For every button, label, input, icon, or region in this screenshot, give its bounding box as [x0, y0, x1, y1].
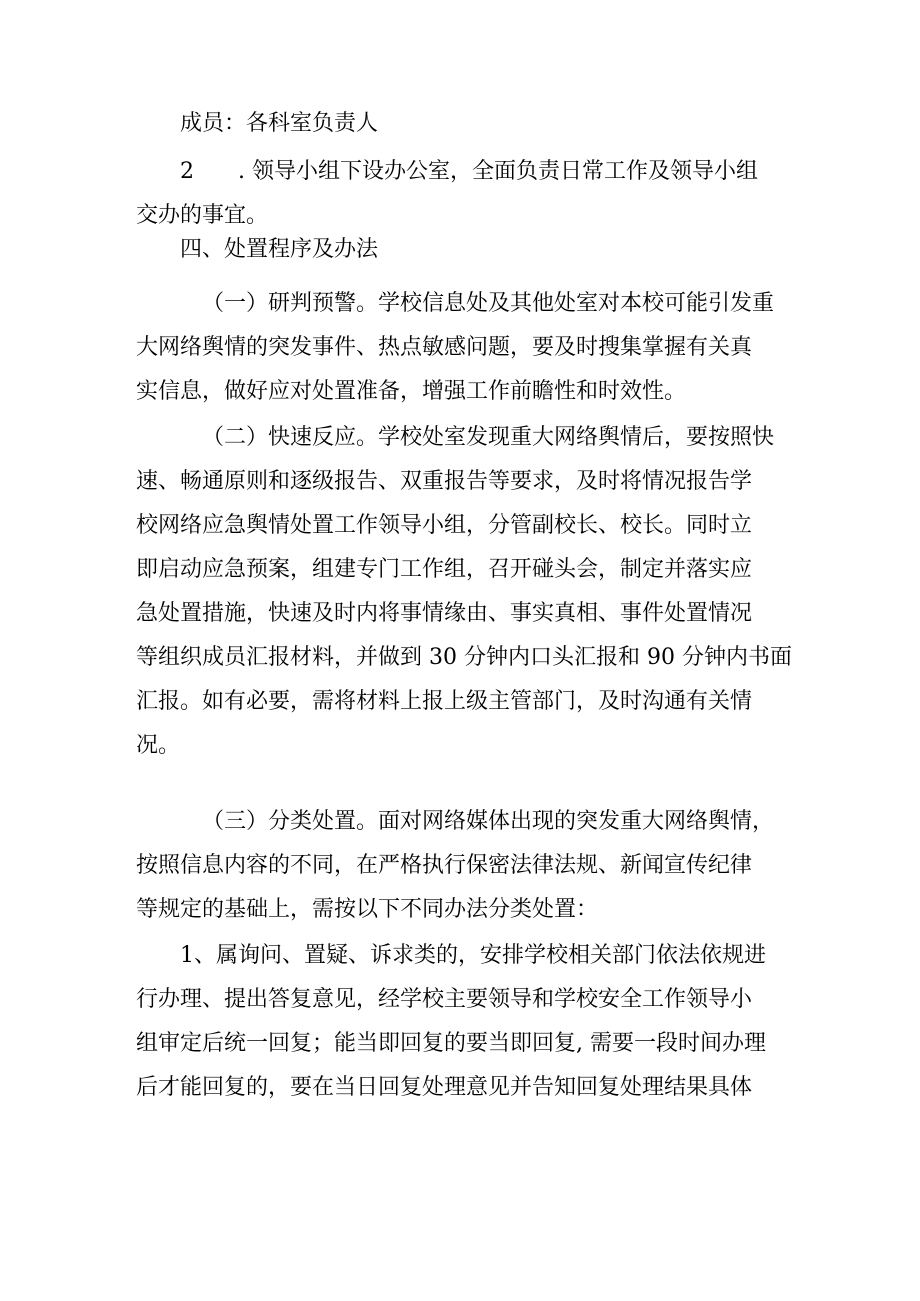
section-heading-4 — [136, 228, 796, 272]
text-line: 四、处置程序及办法 — [180, 237, 379, 262]
paragraph-subsection-2 — [136, 416, 796, 768]
text-line: 校网络应急舆情处置工作领导小组，分管副校长、校长。同时立 — [136, 513, 753, 538]
text-line: 组审定后统一回复；能当即回复的要当即回复, 需要一段时间办理 — [136, 1031, 766, 1056]
text-line: 行办理、提出答复意见，经学校主要领导和学校安全工作领导小 — [136, 987, 753, 1012]
text-line: 等规定的基础上，需按以下不同办法分类处置： — [136, 897, 599, 922]
text-line: 即启动应急预案，组建专门工作组，召开碰头会，制定并落实应 — [136, 557, 753, 582]
text-line: 后才能回复的，要在当日回复处理意见并告知回复处理结果具体 — [136, 1075, 753, 1100]
text-line: （一）研判预警。学校信息处及其他处室对本校可能引发重 — [202, 291, 775, 316]
text-line: 交办的事宜。 — [136, 203, 269, 228]
text-line: 况。 — [136, 733, 181, 758]
text-line: 急处置措施，快速及时内将事情缘由、事实真相、事件处置情况 — [136, 601, 753, 626]
text-line: （三）分类处置。面对网络媒体出现的突发重大网络舆情， — [202, 809, 775, 834]
paragraph-members — [136, 102, 796, 146]
text-line: 成员：各科室负责人 — [180, 111, 379, 136]
paragraph-subsection-3 — [136, 800, 796, 932]
text-line: 汇报。如有必要，需将材料上报上级主管部门，及时沟通有关情 — [136, 689, 753, 714]
paragraph-subsection-1 — [136, 282, 796, 414]
paragraph-item-1 — [136, 934, 796, 1110]
text-line: 实信息，做好应对处置准备，增强工作前瞻性和时效性。 — [136, 379, 687, 404]
text-line: 按照信息内容的不同，在严格执行保密法律法规、新闻宣传纪律 — [136, 853, 753, 878]
text-line: 大网络舆情的突发事件、热点敏感问题，要及时搜集掌握有关真 — [136, 335, 753, 360]
paragraph-item-2 — [136, 150, 796, 238]
text-line: （二）快速反应。学校处室发现重大网络舆情后，要按照快 — [202, 425, 775, 450]
text-line: 1、属询问、置疑、诉求类的，安排学校相关部门依法依规进 — [180, 943, 766, 968]
text-line: 2 . 领导小组下设办公室，全面负责日常工作及领导小组 — [180, 159, 758, 184]
text-line: 等组织成员汇报材料，并做到 30 分钟内口头汇报和 90 分钟内书面 — [136, 645, 792, 670]
text-line: 速、畅通原则和逐级报告、双重报告等要求，及时将情况报告学 — [136, 469, 753, 494]
